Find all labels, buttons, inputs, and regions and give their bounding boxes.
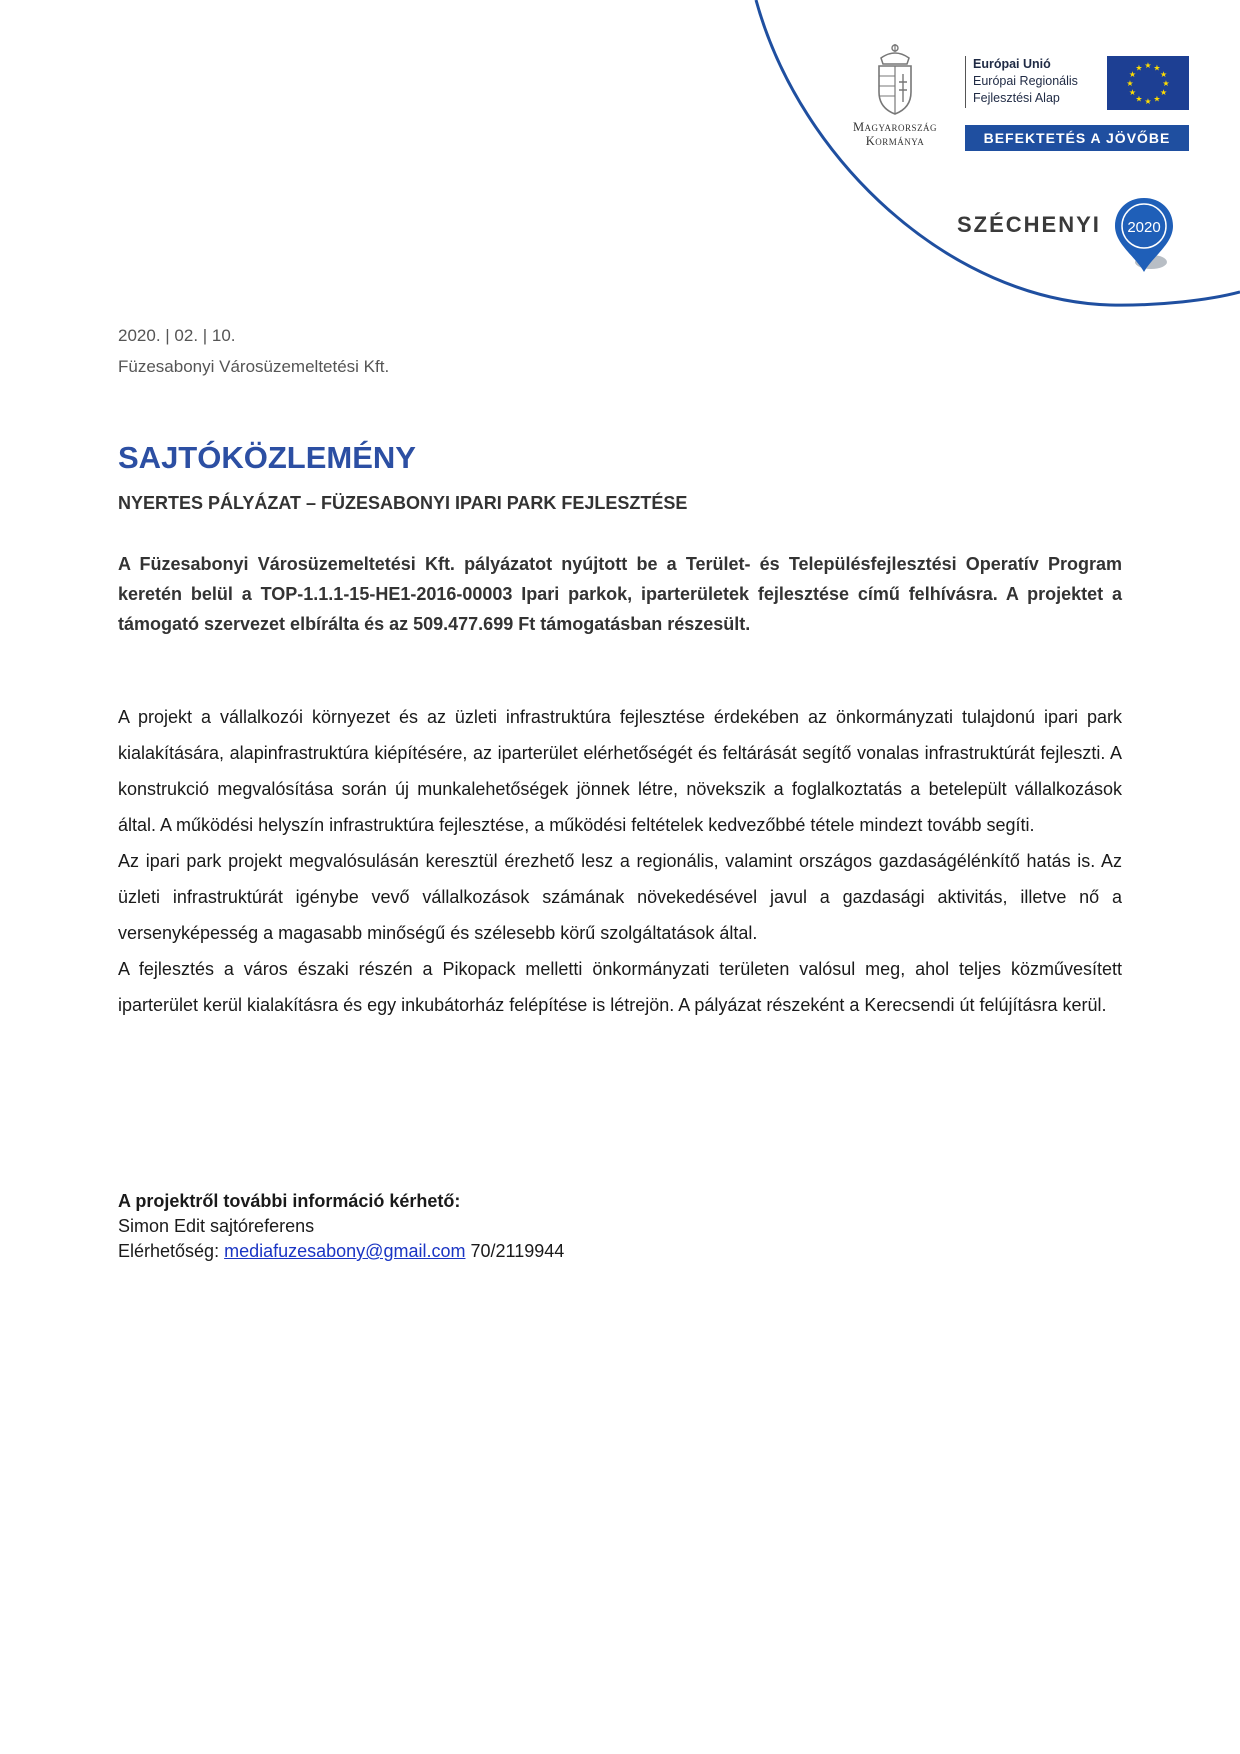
body-text — [118, 699, 1122, 1023]
szechenyi-year: 2020 — [1127, 219, 1161, 236]
coat-of-arms-icon — [873, 42, 917, 118]
eu-line2: Európai Regionális — [973, 74, 1078, 88]
hungarian-government-logo — [836, 42, 954, 148]
gov-name-line1: Magyarország — [852, 120, 938, 134]
eu-star-icon: ★ — [1128, 88, 1136, 97]
eu-star-icon: ★ — [1128, 70, 1136, 79]
eu-star-icon: ★ — [1135, 94, 1143, 104]
eu-divider — [965, 56, 966, 108]
body-paragraph: Az ipari park projekt megvalósulásán keresztül érezhető lesz a regionális, valamint országos gazdaságélénkítő hatás is. Az üzleti infrastruktúrát igénybe vevő vállalkozások számának növekedésével javul a gazdasági aktivitás, illetve nő a versenyképesség a magasabb minőségű és szélesebb körű szolgáltatások által. — [118, 851, 1122, 943]
contact-heading: A projektről további információ kérhető: — [118, 1191, 461, 1211]
eu-star-icon: ★ — [1162, 79, 1170, 88]
gov-name-line2: Kormánya — [865, 134, 925, 148]
document-date: 2020. | 02. | 10. — [118, 326, 236, 345]
eu-star-icon: ★ — [1135, 63, 1143, 73]
contact-phone: 70/2119944 — [470, 1241, 565, 1261]
lead-paragraph: A Füzesabonyi Városüzemeltetési Kft. pályázatot nyújtott be a Terület- és Településfejlesztési Operatív Program keretén belül a TOP-1.1.1-15-HE1-2016-00003 Ipari parkok, iparterületek fejlesztése című felhívásra. A projektet a támogató szervezet elbírálta és az 509.477.699 Ft támogatásban részesült. — [118, 554, 1122, 634]
eu-line3: Fejlesztési Alap — [973, 91, 1060, 105]
contact-line — [118, 1239, 564, 1264]
eu-star-icon: ★ — [1160, 88, 1168, 97]
eu-star-icon: ★ — [1144, 61, 1152, 70]
szechenyi-2020-pin-icon — [1111, 196, 1177, 276]
page-title: SAJTÓKÖZLEMÉNY — [118, 440, 416, 475]
body-paragraph: A projekt a vállalkozói környezet és az üzleti infrastruktúra fejlesztése érdekében az önkormányzati tulajdonú ipari park kialakítására, alapinfrastruktúra kiépítésére, az iparterület elérhetőségét és feltárását segítő vonalas infrastruktúrát fejleszti. A konstrukció megvalósítása során új munkalehetőségek jönnek létre, növekszik a foglalkoztatás a betelepült vállalkozások által. A működési helyszín infrastruktúra fejlesztése, a működési feltételek kedvezőbbé tétele mindezt tovább segíti. — [118, 707, 1122, 835]
contact-label: Elérhetőség: — [118, 1241, 220, 1261]
contact-block — [118, 1189, 564, 1264]
eu-star-icon: ★ — [1153, 94, 1161, 104]
contact-email-link[interactable]: mediafuzesabony@gmail.com — [224, 1241, 466, 1261]
contact-person: Simon Edit sajtóreferens — [118, 1216, 315, 1236]
eu-line1: Európai Unió — [973, 57, 1051, 71]
eu-star-icon: ★ — [1160, 70, 1168, 79]
szechenyi-logo-text: SZÉCHENYI — [957, 212, 1101, 237]
document-meta — [118, 320, 389, 382]
document-organization: Füzesabonyi Városüzemeltetési Kft. — [118, 357, 390, 376]
eu-flag-icon — [1107, 56, 1189, 110]
investment-banner: BEFEKTETÉS A JÖVŐBE — [965, 125, 1189, 151]
eu-star-icon: ★ — [1144, 97, 1152, 106]
eu-star-icon: ★ — [1153, 63, 1161, 73]
eu-logo-text — [973, 56, 1078, 107]
body-paragraph: A fejlesztés a város északi részén a Pikopack melletti önkormányzati területen valósul meg, ahol teljes közművesített iparterület kerül kialakításra és egy inkubátorház felépítése is létrejön. A pályázat részeként a Kerecsendi út felújításra kerül. — [118, 959, 1122, 1015]
header-arc — [0, 0, 1240, 340]
eu-star-icon: ★ — [1126, 79, 1134, 88]
page-subtitle: NYERTES PÁLYÁZAT – FÜZESABONYI IPARI PARK FEJLESZTÉSE — [118, 493, 688, 513]
